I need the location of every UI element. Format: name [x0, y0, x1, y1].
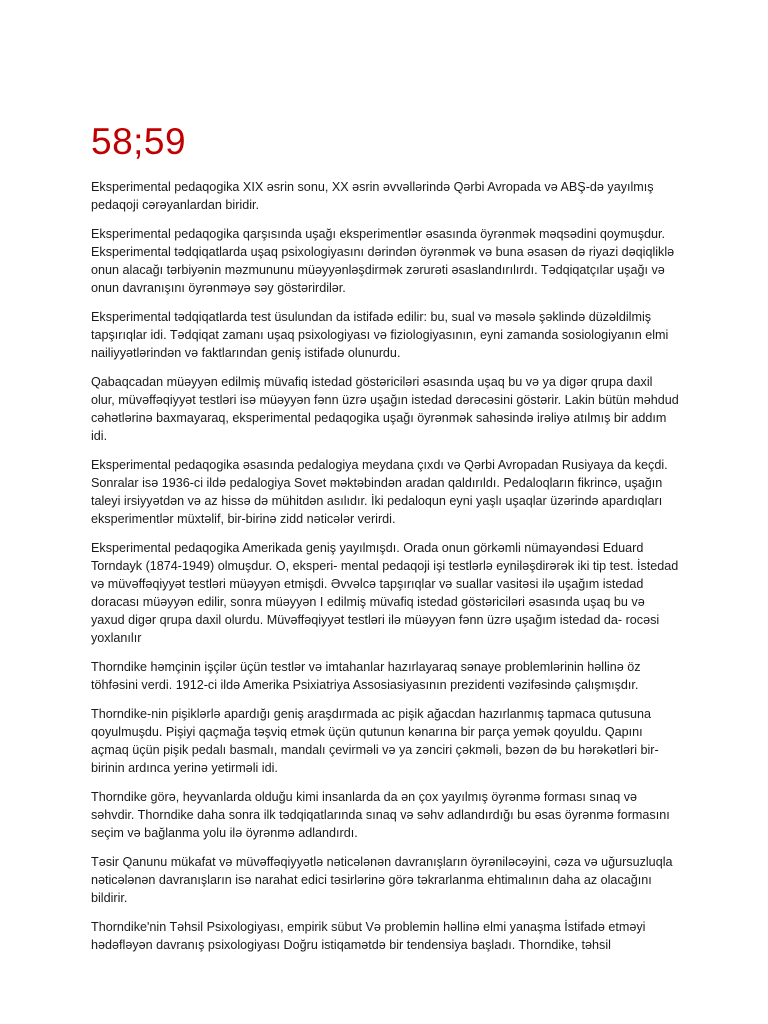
paragraph: Thorndike-nin pişiklərlə apardığı geniş araşdırmada ac pişik ağacdan hazırlanmış tapmaca qutusuna qoyulmuşdu. Pişiyi qaçmağa təşviq etmək üçün qutunun kənarına bir parça yemək qoyuldu. Qapını açmaq üçün pişik pedalı basmalı, mandalı çevirməli və ya zənciri çəkməli, bəzən də bu hərəkətləri bir-birinin ardınca yerinə yetirməli idi.	[91, 707, 659, 775]
paragraph: Təsir Qanunu mükafat və müvəffəqiyyətlə nəticələnən davranışların öyrəniləcəyini, cəza və uğursuzluqla nəticələnən davranışların isə narahat edici təsirlərinə görə təkrarlanma ehtimalının daha az olacağını bildirir.	[91, 855, 673, 905]
paragraph: Eksperimental pedaqogika qarşısında uşağı eksperimentlər əsasında öyrənmək məqsədini qoymuşdur. Eksperimental tədqiqatlarda uşaq psixologiyasını dərindən öyrənmək və buna əsasən də riyazi dəqiqliklə onun alacağı tərbiyənin məzmununu müəyyənləşdirmək zərurəti əsaslandırılırdı. Tədqiqatçılar uşağı və onun davranışını öyrənməyə səy göstərirdilər.	[91, 227, 675, 295]
document-body	[91, 118, 679, 965]
paragraph: Thorndike'nin Təhsil Psixologiyası, empirik sübut Və problemin həllinə elmi yanaşma İstifadə etməyi hədəfləyən davranış psixologiyası Doğru istiqamətdə bir tendensiya başladı. Thorndike, təhsil	[91, 920, 646, 952]
paragraph: Eksperimental pedaqogika əsasında pedalogiya meydana çıxdı və Qərbi Avropadan Rusiyaya da keçdi. Sonralar isə 1936-ci ildə pedalogiya Sovet məktəbindən aradan qaldırıldı. Pedaloqların fikrincə, uşağın taleyi irsiyyətdən və az hissə də mühitdən asılıdır. İki pedaloqun eyni yaşlı uşaqlar üzərində apardıqları eksperimentlər müxtəlif, bir-birinə zidd nəticələr verirdi.	[91, 458, 668, 526]
paragraph: Thorndike görə, heyvanlarda olduğu kimi insanlarda da ən çox yayılmış öyrənmə forması sınaq və səhvdir. Thorndike daha sonra ilk tədqiqatlarında sınaq və səhv adlandırdığı bu əsas öyrənmə formasını seçim və bağlanma yolu ilə öyrənmə adlandırdı.	[91, 790, 670, 840]
paragraph: Eksperimental pedaqogika Amerikada geniş yayılmışdı. Orada onun görkəmli nümayəndəsi Eduard Torndayk (1874-1949) olmuşdur. O, eksperi- mental pedaqoji işi testlərlə eyniləşdirərək iki tip test. İstedad və müvəffəqiyyət testləri müəyyən etmişdi. Əvvəlcə tapşırıqlar və suallar vasitəsi ilə uşağım istedad doracası müəyyən edilir, sonra müəyyən I edilmiş müvafiq istedad göstəriciləri əsasında uşaq bu və yaxud digər qrupa daxil olurdu. Müvəffəqiyyət testləri ilə müəyyən fənn üzrə uşağım istedad da- rocəsi yoxlanılır	[91, 541, 679, 645]
paragraph: Qabaqcadan müəyyən edilmiş müvafiq istedad göstəriciləri əsasında uşaq bu və ya digər qrupa daxil olur, müvəffəqiyyət testləri isə müəyyən fənn üzrə uşağın istedad dərəcəsini göstərir. Lakin bütün məhdud cəhətlərinə baxmayaraq, eksperimental pedaqogika uşağı öyrənmək sahəsində irəliyə atılmış bir addım idi.	[91, 375, 679, 443]
paragraph: Eksperimental pedaqogika XIX əsrin sonu, XX əsrin əvvəllərində Qərbi Avropada və ABŞ-də yayılmış pedaqoji cərəyanlardan biridir.	[91, 180, 654, 212]
paragraph: Thorndike həmçinin işçilər üçün testlər və imtahanlar hazırlayaraq sənaye problemlərinin həllinə öz töhfəsini verdi. 1912-ci ildə Amerika Psixiatriya Assosiasiyasının prezidenti vəzifəsində çalışmışdır.	[91, 660, 641, 692]
page-heading: 58;59	[91, 121, 187, 162]
paragraph: Eksperimental tədqiqatlarda test üsulundan da istifadə edilir: bu, sual və məsələ şəklində düzəldilmiş tapşırıqlar idi. Tədqiqat zamanı uşaq psixologiyası və fiziologiyasının, eyni zamanda sosiologiyanın elmi nailiyyətlərindən və faktlarından geniş istifadə olunurdu.	[91, 310, 669, 360]
